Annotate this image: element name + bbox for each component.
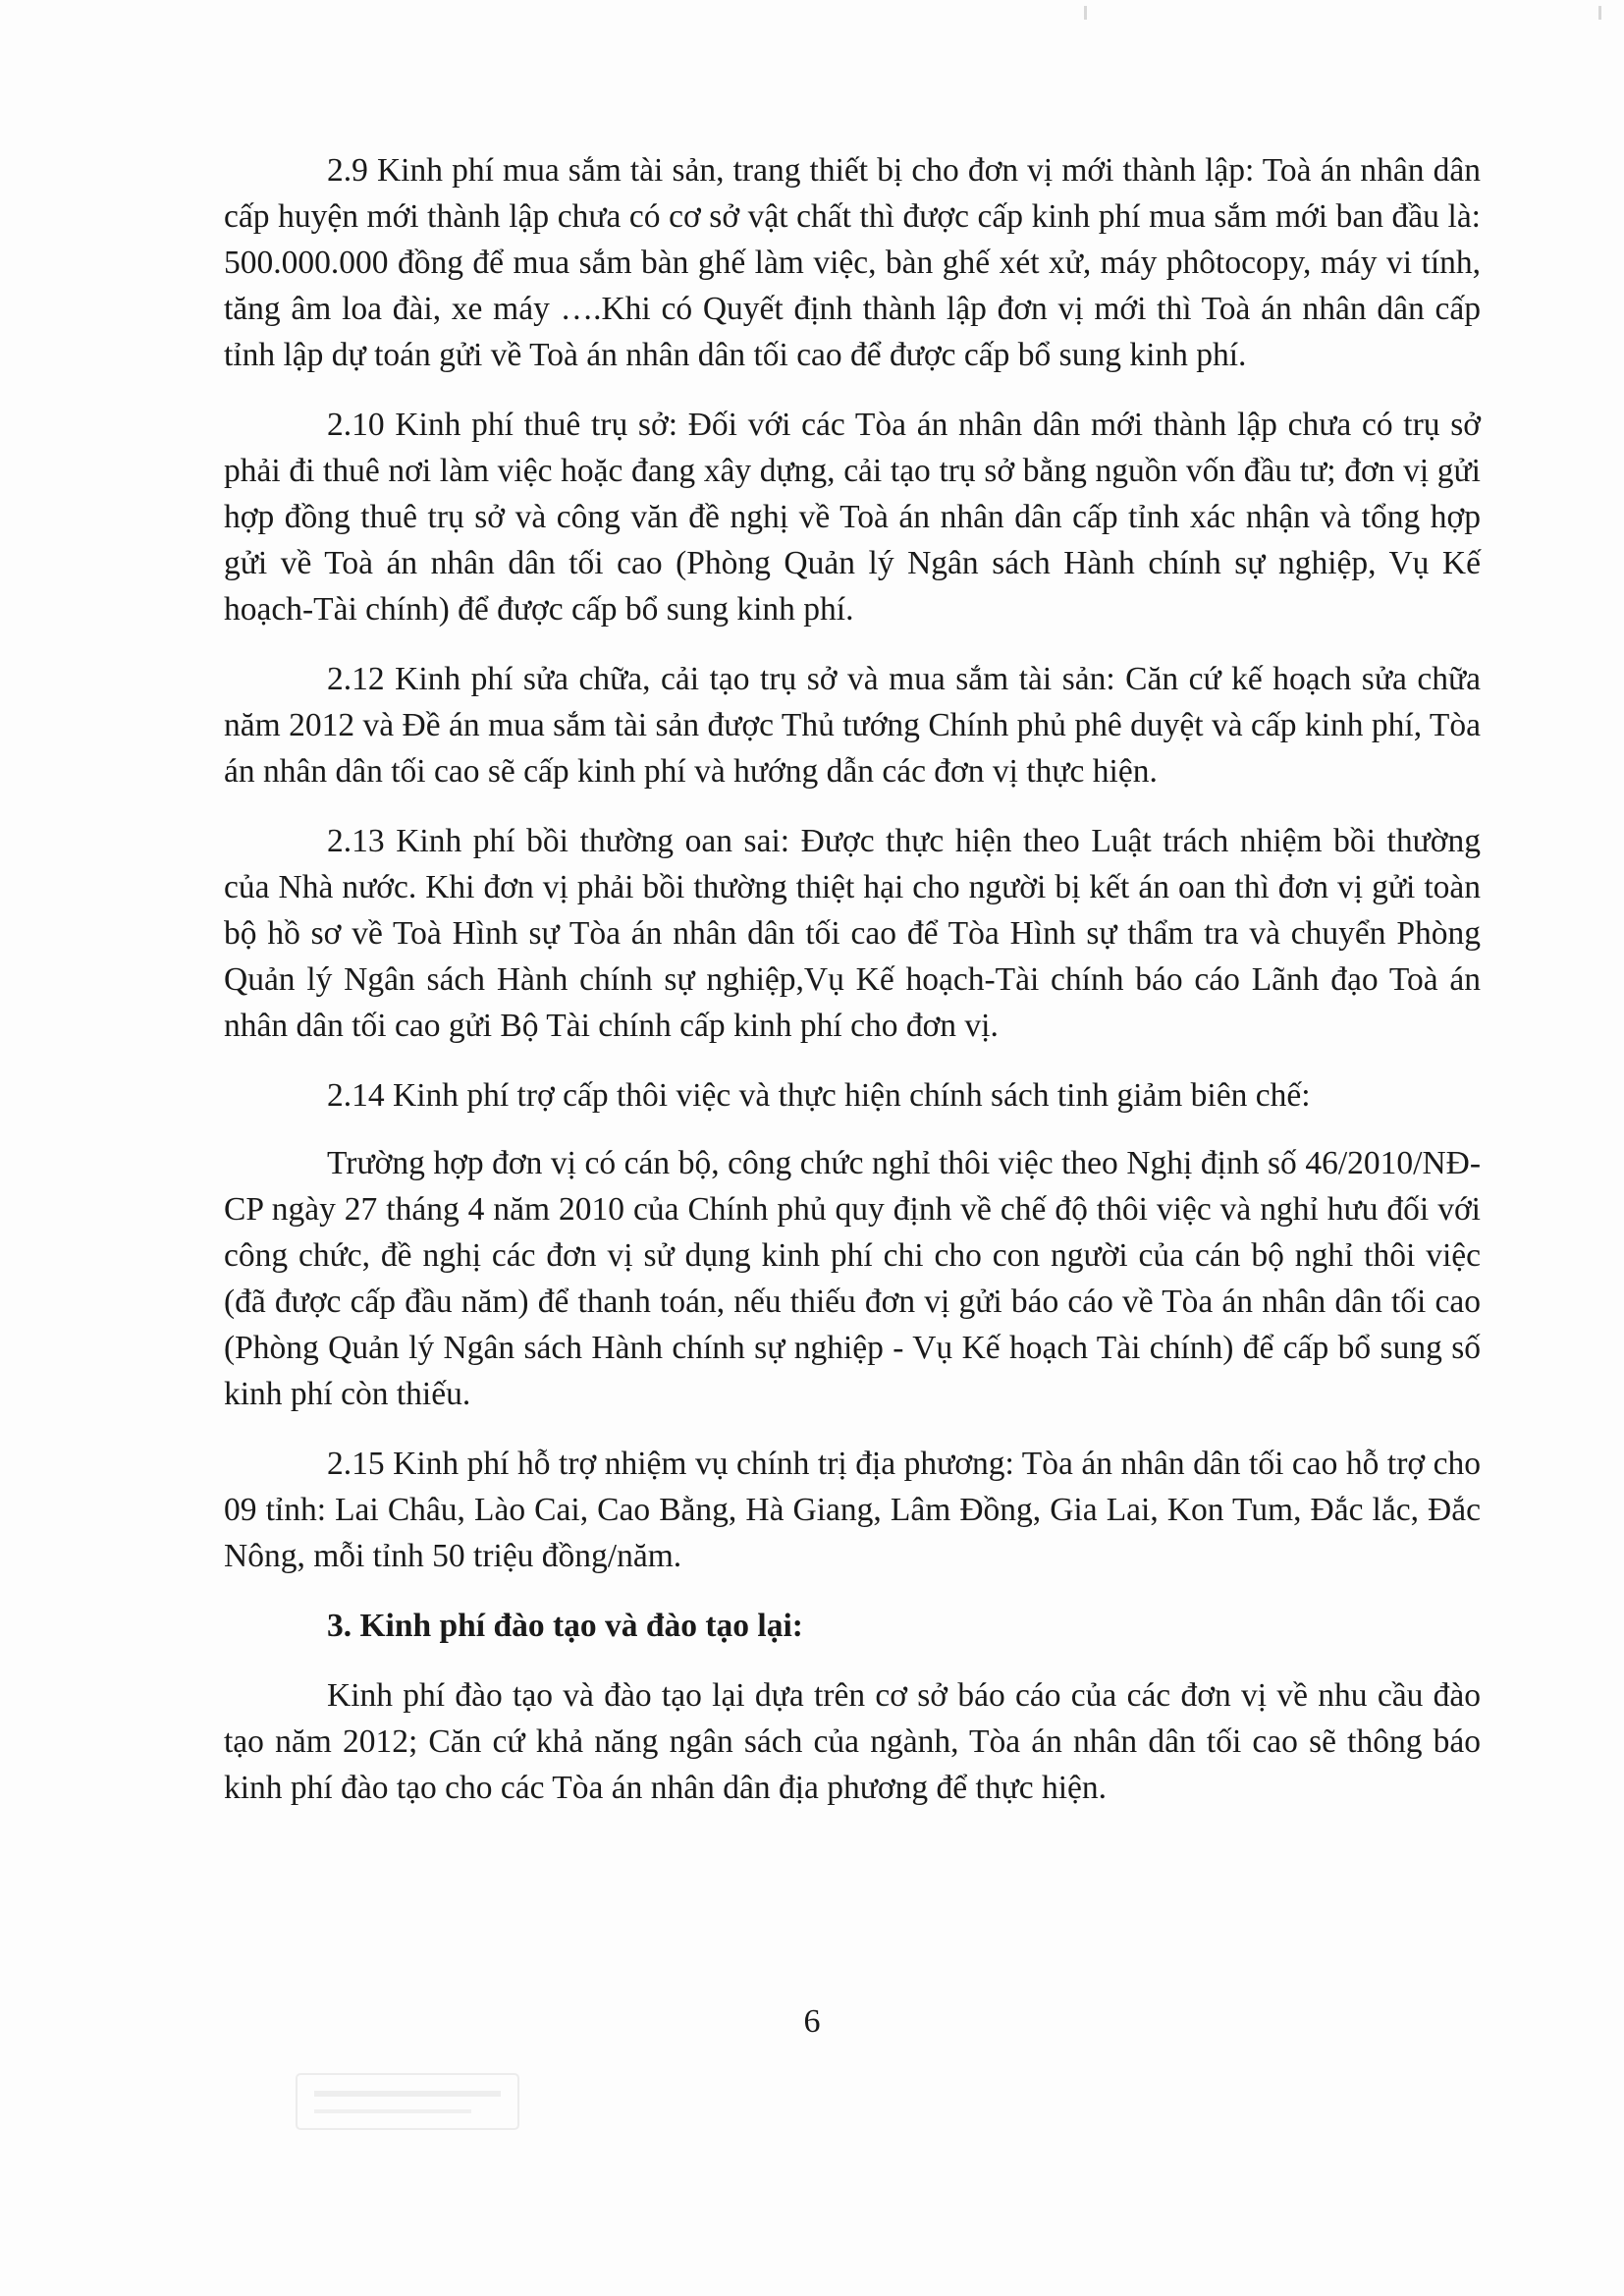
scan-mark xyxy=(1084,6,1087,20)
paragraph-2-15: 2.15 Kinh phí hỗ trợ nhiệm vụ chính trị địa phương: Tòa án nhân dân tối cao hỗ trợ cho 09 tỉnh: Lai Châu, Lào Cai, Cao Bằng, Hà Giang, Lâm Đồng, Gia Lai, Kon Tum, Đắc lắc, Đắc Nông, mỗi tỉnh 50 triệu đồng/năm. xyxy=(224,1446,1481,1574)
faint-stamp-mark xyxy=(295,2072,520,2131)
scan-mark xyxy=(1598,6,1601,20)
paragraph-2-12: 2.12 Kinh phí sửa chữa, cải tạo trụ sở và mua sắm tài sản: Căn cứ kế hoạch sửa chữa năm 2012 và Đề án mua sắm tài sản được Thủ tướng Chính phủ phê duyệt và cấp kinh phí, Tòa án nhân dân tối cao sẽ cấp kinh phí và hướng dẫn các đơn vị thực hiện. xyxy=(224,661,1481,790)
page-number: 6 xyxy=(803,2003,821,2040)
paragraph-2-10: 2.10 Kinh phí thuê trụ sở: Đối với các Tòa án nhân dân mới thành lập chưa có trụ sở phải đi thuê nơi làm việc hoặc đang xây dựng, cải tạo trụ sở bằng nguồn vốn đầu tư; đơn vị gửi hợp đồng thuê trụ sở và công văn đề nghị về Toà án nhân dân cấp tỉnh xác nhận và tổng hợp gửi về Toà án nhân dân tối cao (Phòng Quản lý Ngân sách Hành chính sự nghiệp, Vụ Kế hoạch-Tài chính) để được cấp bổ sung kinh phí. xyxy=(224,407,1481,628)
paragraph-3-body: Kinh phí đào tạo và đào tạo lại dựa trên cơ sở báo cáo của các đơn vị về nhu cầu đào tạo năm 2012; Căn cứ khả năng ngân sách của ngành, Tòa án nhân dân tối cao sẽ thông báo kinh phí đào tạo cho các Tòa án nhân dân địa phương để thực hiện. xyxy=(224,1677,1481,1806)
paragraph-2-13: 2.13 Kinh phí bồi thường oan sai: Được thực hiện theo Luật trách nhiệm bồi thường của Nhà nước. Khi đơn vị phải bồi thường thiệt hại cho người bị kết án oan thì đơn vị gửi toàn bộ hồ sơ về Toà Hình sự Tòa án nhân dân tối cao để Tòa Hình sự thẩm tra và chuyển Phòng Quản lý Ngân sách Hành chính sự nghiệp,Vụ Kế hoạch-Tài chính báo cáo Lãnh đạo Toà án nhân dân tối cao gửi Bộ Tài chính cấp kinh phí cho đơn vị. xyxy=(224,823,1481,1044)
paragraph-2-14-body: Trường hợp đơn vị có cán bộ, công chức nghỉ thôi việc theo Nghị định số 46/2010/NĐ-CP ngày 27 tháng 4 năm 2010 của Chính phủ quy định về chế độ thôi việc và nghỉ hưu đối với công chức, đề nghị các đơn vị sử dụng kinh phí chi cho con người của cán bộ nghỉ thôi việc (đã được cấp đầu năm) để thanh toán, nếu thiếu đơn vị gửi báo cáo về Tòa án nhân dân tối cao (Phòng Quản lý Ngân sách Hành chính sự nghiệp - Vụ Kế hoạch Tài chính) để cấp bổ sung số kinh phí còn thiếu. xyxy=(224,1145,1481,1412)
paragraph-2-9: 2.9 Kinh phí mua sắm tài sản, trang thiết bị cho đơn vị mới thành lập: Toà án nhân dân cấp huyện mới thành lập chưa có cơ sở vật chất thì được cấp kinh phí mua sắm mới ban đầu là: 500.000.000 đồng để mua sắm bàn ghế làm việc, bàn ghế xét xử, máy phôtocopy, máy vi tính, tăng âm loa đài, xe máy ….Khi có Quyết định thành lập đơn vị mới thì Toà án nhân dân cấp tỉnh lập dự toán gửi về Toà án nhân dân tối cao để được cấp bổ sung kinh phí. xyxy=(224,152,1481,373)
section-heading-3: 3. Kinh phí đào tạo và đào tạo lại: xyxy=(327,1608,803,1644)
document-body xyxy=(224,147,1481,1834)
paragraph-2-14: 2.14 Kinh phí trợ cấp thôi việc và thực hiện chính sách tinh giảm biên chế: xyxy=(327,1077,1311,1114)
